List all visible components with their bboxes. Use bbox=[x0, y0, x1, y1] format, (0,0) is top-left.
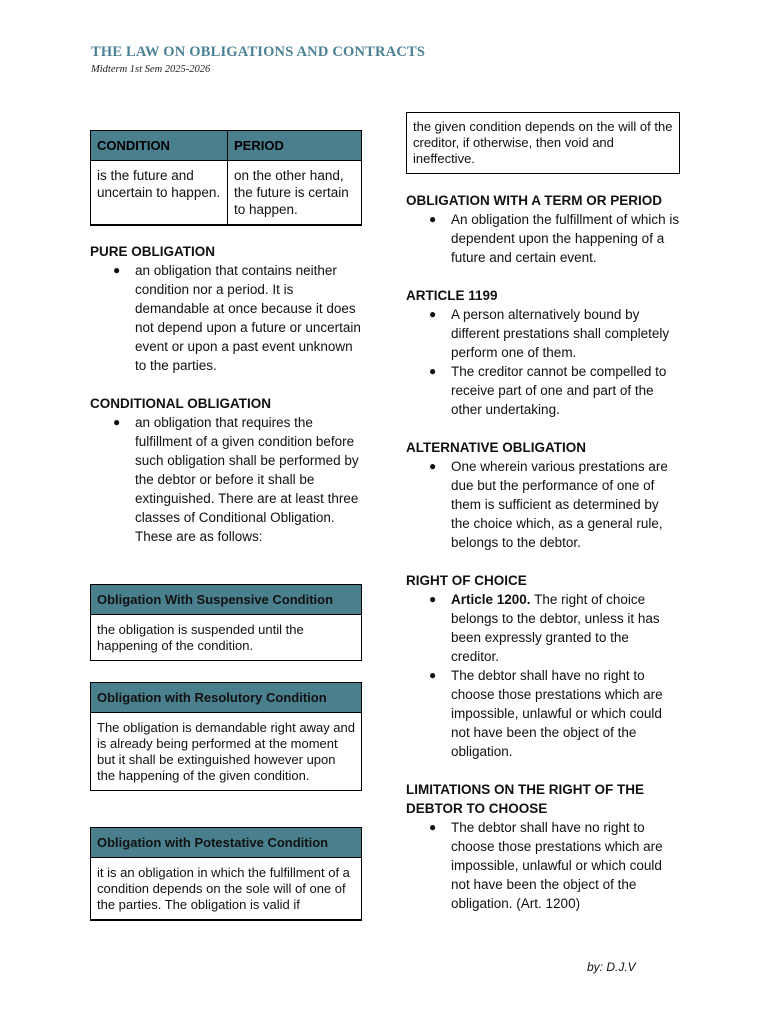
list-item-text: The debtor shall have no right to choose those prestations which are impossible, unlawful or which could not have been the object of the obligation. bbox=[451, 668, 663, 759]
table-header-row bbox=[91, 131, 362, 161]
suspensive-condition-box bbox=[90, 584, 362, 661]
right-column bbox=[406, 112, 680, 932]
left-column bbox=[90, 130, 362, 912]
box-body: the obligation is suspended until the happening of the condition. bbox=[97, 622, 304, 653]
table-cell-condition: is the future and uncertain to happen. bbox=[91, 161, 228, 226]
list-item bbox=[406, 305, 680, 362]
limitations-section bbox=[406, 780, 680, 913]
list-item bbox=[406, 457, 680, 552]
list-item-text: The debtor shall have no right to choose those prestations which are impossible, unlawful or which could not have been the object of the obligation. (Art. 1200) bbox=[451, 820, 663, 911]
potestative-continued-box bbox=[406, 112, 680, 174]
bullet-icon: ● bbox=[429, 212, 437, 226]
document-header bbox=[91, 44, 425, 75]
bullet-list bbox=[406, 818, 680, 913]
potestative-condition-box bbox=[90, 827, 362, 921]
right-of-choice-section bbox=[406, 571, 680, 761]
article-1199-section bbox=[406, 286, 680, 419]
list-item bbox=[90, 413, 362, 546]
list-item-text: An obligation the fulfillment of which is dependent upon the happening of a future and certain event. bbox=[451, 212, 680, 265]
section-heading: LIMITATIONS ON THE RIGHT OF THE DEBTOR TO CHOOSE bbox=[406, 782, 644, 816]
bullet-icon: ● bbox=[429, 459, 437, 473]
document-title: THE LAW ON OBLIGATIONS AND CONTRACTS bbox=[91, 44, 426, 60]
box-title: Obligation with Resolutory Condition bbox=[91, 683, 361, 713]
table-header-period: PERIOD bbox=[228, 131, 362, 161]
bullet-list bbox=[406, 590, 680, 761]
list-item-text: One wherein various prestations are due but the performance of one of them is sufficient as determined by the choice which, as a general rule, belongs to the debtor. bbox=[451, 459, 668, 550]
resolutory-condition-box bbox=[90, 682, 362, 791]
term-period-section bbox=[406, 191, 680, 267]
bullet-icon: ● bbox=[429, 668, 437, 682]
bullet-list bbox=[90, 413, 362, 546]
author-credit: by: D.J.V bbox=[587, 960, 636, 974]
list-item bbox=[406, 210, 680, 267]
section-heading: CONDITIONAL OBLIGATION bbox=[90, 396, 271, 411]
list-item-text: The creditor cannot be compelled to receive part of one and part of the other undertaking. bbox=[451, 364, 667, 417]
section-heading: ALTERNATIVE OBLIGATION bbox=[406, 440, 586, 455]
list-item-text: an obligation that requires the fulfillment of a given condition before such obligation shall be performed by the debtor or before it shall be extinguished. There are at least three classes of Conditional Obligation. These are as follows: bbox=[135, 415, 359, 544]
section-heading: ARTICLE 1199 bbox=[406, 288, 498, 303]
bullet-icon: ● bbox=[429, 820, 437, 834]
document-subtitle: Midterm 1st Sem 2025-2026 bbox=[91, 64, 211, 75]
bullet-icon: ● bbox=[429, 592, 437, 606]
box-title: Obligation with Potestative Condition bbox=[91, 828, 361, 858]
table-cell-period: on the other hand, the future is certain to happen. bbox=[228, 161, 362, 226]
list-item-text: an obligation that contains neither condition nor a period. It is demandable at once because it does not depend upon a future or uncertain event or upon a past event unknown to the parties. bbox=[135, 263, 361, 373]
bullet-list bbox=[406, 210, 680, 267]
table-header-condition: CONDITION bbox=[91, 131, 228, 161]
box-body: The obligation is demandable right away and is already being performed at the moment but it shall be extinguished however upon the happening of the given condition. bbox=[97, 720, 356, 783]
list-item bbox=[90, 261, 362, 375]
list-item-text: A person alternatively bound by different prestations shall completely perform one of them. bbox=[451, 307, 670, 360]
list-item bbox=[406, 818, 680, 913]
bullet-list bbox=[406, 305, 680, 419]
section-heading: RIGHT OF CHOICE bbox=[406, 573, 527, 588]
box-body: it is an obligation in which the fulfillment of a condition depends on the sole will of one of the parties. The obligation is valid if bbox=[97, 865, 350, 912]
condition-period-table bbox=[90, 130, 362, 226]
box-title: Obligation With Suspensive Condition bbox=[91, 585, 361, 615]
bullet-list bbox=[406, 457, 680, 552]
alternative-obligation-section bbox=[406, 438, 680, 552]
bullet-list bbox=[90, 261, 362, 375]
list-item bbox=[406, 666, 680, 761]
bullet-icon: ● bbox=[113, 263, 121, 277]
section-heading: OBLIGATION WITH A TERM OR PERIOD bbox=[406, 193, 662, 208]
list-item bbox=[406, 362, 680, 419]
bullet-icon: ● bbox=[113, 415, 121, 429]
list-item bbox=[406, 590, 680, 666]
table-row bbox=[91, 161, 362, 226]
article-reference: Article 1200. bbox=[451, 592, 531, 607]
list-item-text: The right of choice belongs to the debtor, unless it has been expressly granted to the creditor. bbox=[451, 592, 660, 664]
section-heading: PURE OBLIGATION bbox=[90, 244, 216, 259]
pure-obligation-section bbox=[90, 242, 362, 375]
bullet-icon: ● bbox=[429, 364, 437, 378]
bullet-icon: ● bbox=[429, 307, 437, 321]
box-body: the given condition depends on the will of the creditor, if otherwise, then void and ineffective. bbox=[413, 119, 673, 166]
conditional-obligation-section bbox=[90, 394, 362, 546]
